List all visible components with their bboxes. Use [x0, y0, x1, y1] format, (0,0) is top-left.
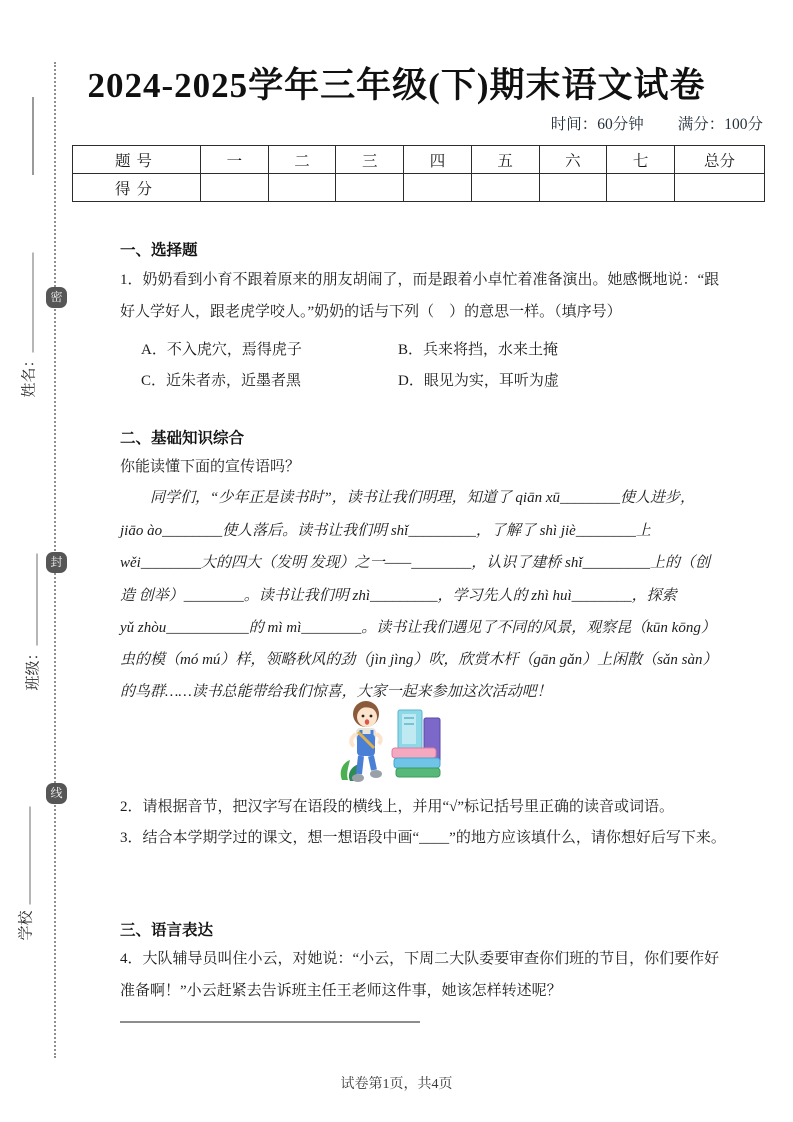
score-cell-empty: [404, 174, 472, 202]
class-field: [22, 543, 43, 691]
score-table: [72, 145, 765, 202]
time-label: 时间：: [550, 116, 598, 133]
score-table-header-cell: 题号: [73, 146, 201, 174]
question1-option-a: A．不入虎穴，焉得虎子: [141, 342, 302, 358]
time-value: 60分钟: [597, 116, 644, 133]
passage-line: 虫的模（mó mú）样，领略秋风的劲（jìn jìng）吹，欣赏木杆（gān gǎn）上闲散（sǎn sàn）: [120, 652, 718, 668]
question4-text-line1: 4．大队辅导员叫住小云，对她说：“小云，下周二大队委要审查你们班的节目，你们要作好: [120, 951, 720, 967]
score-cell-empty: [268, 174, 336, 202]
school-label: 学校: [17, 910, 35, 941]
score-cell-empty: [539, 174, 607, 202]
margin-mark-line: [32, 97, 34, 175]
page-title: 2024-2025学年三年级(下)期末语文试卷: [87, 66, 706, 105]
passage-line: 的鸟群……读书总能带给我们惊喜，大家一起来参加这次活动吧！: [120, 684, 552, 700]
question4-text-line2: 准备啊！”小云赶紧去告诉班主任王老师这件事，她该怎样转述呢？: [120, 983, 562, 999]
passage-line: yǔ zhòu___________的 mì mì________。读书让我们遇见了不同的风景，观察昆（kūn kōng）: [120, 620, 716, 636]
section1-heading: 一、选择题: [120, 242, 198, 259]
section2-intro: 你能读懂下面的宣传语吗？: [120, 459, 301, 475]
score-table-header-cell: 一: [201, 146, 269, 174]
section3-heading: 三、语言表达: [120, 922, 214, 939]
question1-text-line2: 好人学好人，跟老虎学咬人。”奶奶的话与下列（ ）的意思一样。（填序号）: [120, 304, 622, 320]
question1-option-c: C．近朱者赤，近墨者黑: [141, 373, 302, 389]
seal-char-feng: 封: [46, 552, 67, 573]
score-cell-empty: [675, 174, 765, 202]
score-row-label: 得分: [73, 174, 201, 202]
section2-heading: 二、基础知识综合: [120, 430, 245, 447]
score-cell-empty: [201, 174, 269, 202]
class-label: 班级：: [24, 645, 42, 691]
seal-char-xian: 线: [46, 783, 67, 804]
score-cell-empty: [471, 174, 539, 202]
score-table-header-cell: 二: [268, 146, 336, 174]
score-table-header-cell: 七: [607, 146, 675, 174]
full-score-label: 满分：: [677, 116, 725, 133]
page-footer: 试卷第1页，共4页: [340, 1077, 453, 1092]
passage-line: jiāo ào________使人落后。读书让我们明 shǐ_________，了解了 shì jiè________上: [120, 523, 651, 539]
question3-text: 3．结合本学期学过的课文，想一想语段中画“____”的地方应该填什么，请你想好后写下来。: [120, 830, 726, 846]
school-field: [15, 793, 36, 941]
question1-option-b: B．兵来将挡，水来土掩: [398, 342, 559, 358]
name-label: 姓名：: [20, 352, 38, 398]
name-field: [18, 238, 39, 398]
boy-reading-illustration-svg: [334, 696, 456, 786]
score-table-header-cell: 五: [471, 146, 539, 174]
score-table-header-cell: 四: [404, 146, 472, 174]
school-blank-line: [15, 806, 31, 904]
score-table-header-cell: 总分: [675, 146, 765, 174]
score-cell-empty: [336, 174, 404, 202]
full-score-value: 100分: [724, 116, 763, 133]
passage-line: wěi________大的四大（发明 发现）之一——________，认识了建桥 shǐ_________上的（创: [120, 555, 711, 571]
boy-reading-illustration: [334, 696, 456, 791]
score-cell-empty: [607, 174, 675, 202]
score-table-score-row: [73, 174, 765, 202]
passage-line: 造 创举）________。读书让我们明 zhì_________，学习先人的 zhì huì________，探索: [120, 588, 677, 604]
question1-option-d: D．眼见为实，耳听为虚: [398, 373, 559, 389]
seal-char-mi: 密: [46, 287, 67, 308]
question4-answer-line: [120, 1021, 420, 1023]
score-table-header-cell: 三: [336, 146, 404, 174]
question2-text: 2．请根据音节，把汉字写在语段的横线上，并用“√”标记括号里正确的读音或词语。: [120, 799, 675, 815]
exam-meta: [551, 112, 763, 134]
score-table-header-row: [73, 146, 765, 174]
passage-line: 同学们，“少年正是读书时”，读书让我们明理，知道了 qiān xū________使人进步，: [150, 490, 696, 506]
name-blank-line: [18, 252, 34, 352]
question1-text-line1: 1．奶奶看到小育不跟着原来的朋友胡闹了，而是跟着小卓忙着准备演出。她感慨地说：“跟: [120, 272, 720, 288]
class-blank-line: [22, 553, 38, 645]
score-table-header-cell: 六: [539, 146, 607, 174]
